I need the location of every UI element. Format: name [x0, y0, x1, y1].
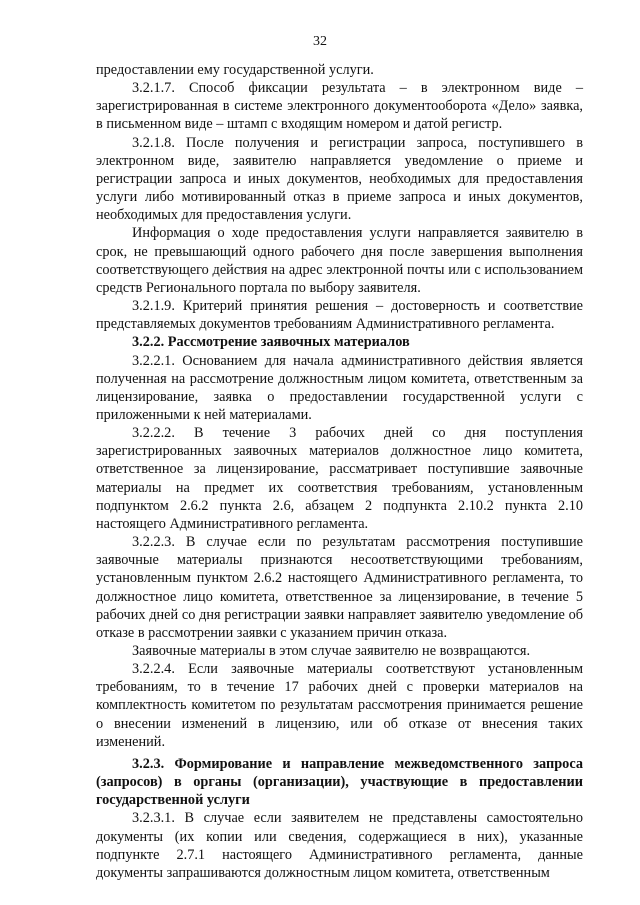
paragraph-3-2-2-2: 3.2.2.2. В течение 3 рабочих дней со дня поступления зарегистрированных заявочных материалов должностное лицо комитета, ответственное за лицензирование, рассматривает поступившие заявочные материалы на предмет их соответствия требованиям, установленным подпунктом 2.6.2 пункта 2.6, абзацем 2 подпункта 2.10.2 пункта 2.10 настоящего Административного регламента. — [96, 425, 583, 532]
section-heading-3-2-2: 3.2.2. Рассмотрение заявочных материалов — [132, 334, 410, 351]
paragraph-continuation: предоставлении ему государственной услуги. — [96, 62, 374, 78]
paragraph-3-2-2-1: 3.2.2.1. Основанием для начала административного действия является полученная на рассмотрение должностным лицом комитета, ответственным за лицензирование, заявка о предоставлении государственной услуги с приложенными к ней материалами. — [96, 352, 583, 423]
section-heading-3-2-3: 3.2.3. Формирование и направление межведомственного запроса (запросов) в органы (организации), участвующие в предоставлении государственной услуги — [96, 755, 583, 809]
paragraph-3-2-1-7: 3.2.1.7. Способ фиксации результата – в электронном виде – зарегистрированная в системе электронного документооборота «Дело» заявка, в письменном виде – штамп с входящим номером и датой регистр. — [96, 80, 583, 133]
paragraph-progress-info: Информация о ходе предоставления услуги направляется заявителю в срок, не превышающий одного рабочего дня после завершения выполнения соответствующего действия на адрес электронной почты или с использованием средств Регионального портала по выбору заявителя. — [96, 225, 583, 296]
paragraph-3-2-1-8: 3.2.1.8. После получения и регистрации запроса, поступившего в электронном виде, заявителю направляется уведомление о приеме и регистрации запроса и иных документов, необходимых для предоставления услуги либо мотивированный отказ в приеме запроса и иных документов, необходимых для предоставления услуги. — [96, 134, 583, 224]
paragraph-3-2-3-1: 3.2.3.1. В случае если заявителем не представлены самостоятельно документы (их копии или сведения, содержащиеся в них), указанные подпункте 2.7.1 настоящего Административного регламента, данные документы запрашиваются должностным лицом комитета, ответственным — [96, 810, 583, 881]
page-number: 32 — [313, 34, 327, 49]
paragraph-3-2-1-9: 3.2.1.9. Критерий принятия решения – достоверность и соответствие представляемых документов требованиям Административного регламента. — [96, 298, 583, 333]
paragraph-materials-not-returned: Заявочные материалы в этом случае заявителю не возвращаются. — [132, 643, 531, 659]
document-body — [96, 61, 583, 882]
paragraph-3-2-2-3: 3.2.2.3. В случае если по результатам рассмотрения поступившие заявочные материалы признаются несоответствующими требованиям, установленным пунктом 2.6.2 настоящего Административного регламента, то должностное лицо комитета, ответственное за лицензирование, в течение 5 рабочих дней со дня регистрации заявки направляет заявителю уведомление об отказе в рассмотрении заявки с указанием причин отказа. — [96, 534, 583, 641]
paragraph-3-2-2-4: 3.2.2.4. Если заявочные материалы соответствуют установленным требованиям, то в течение 17 рабочих дней с проверки материалов на комплектность комитетом по результатам рассмотрения принимается решение о внесении изменений в лицензию, или об отказе от внесения таких изменений. — [96, 661, 583, 750]
